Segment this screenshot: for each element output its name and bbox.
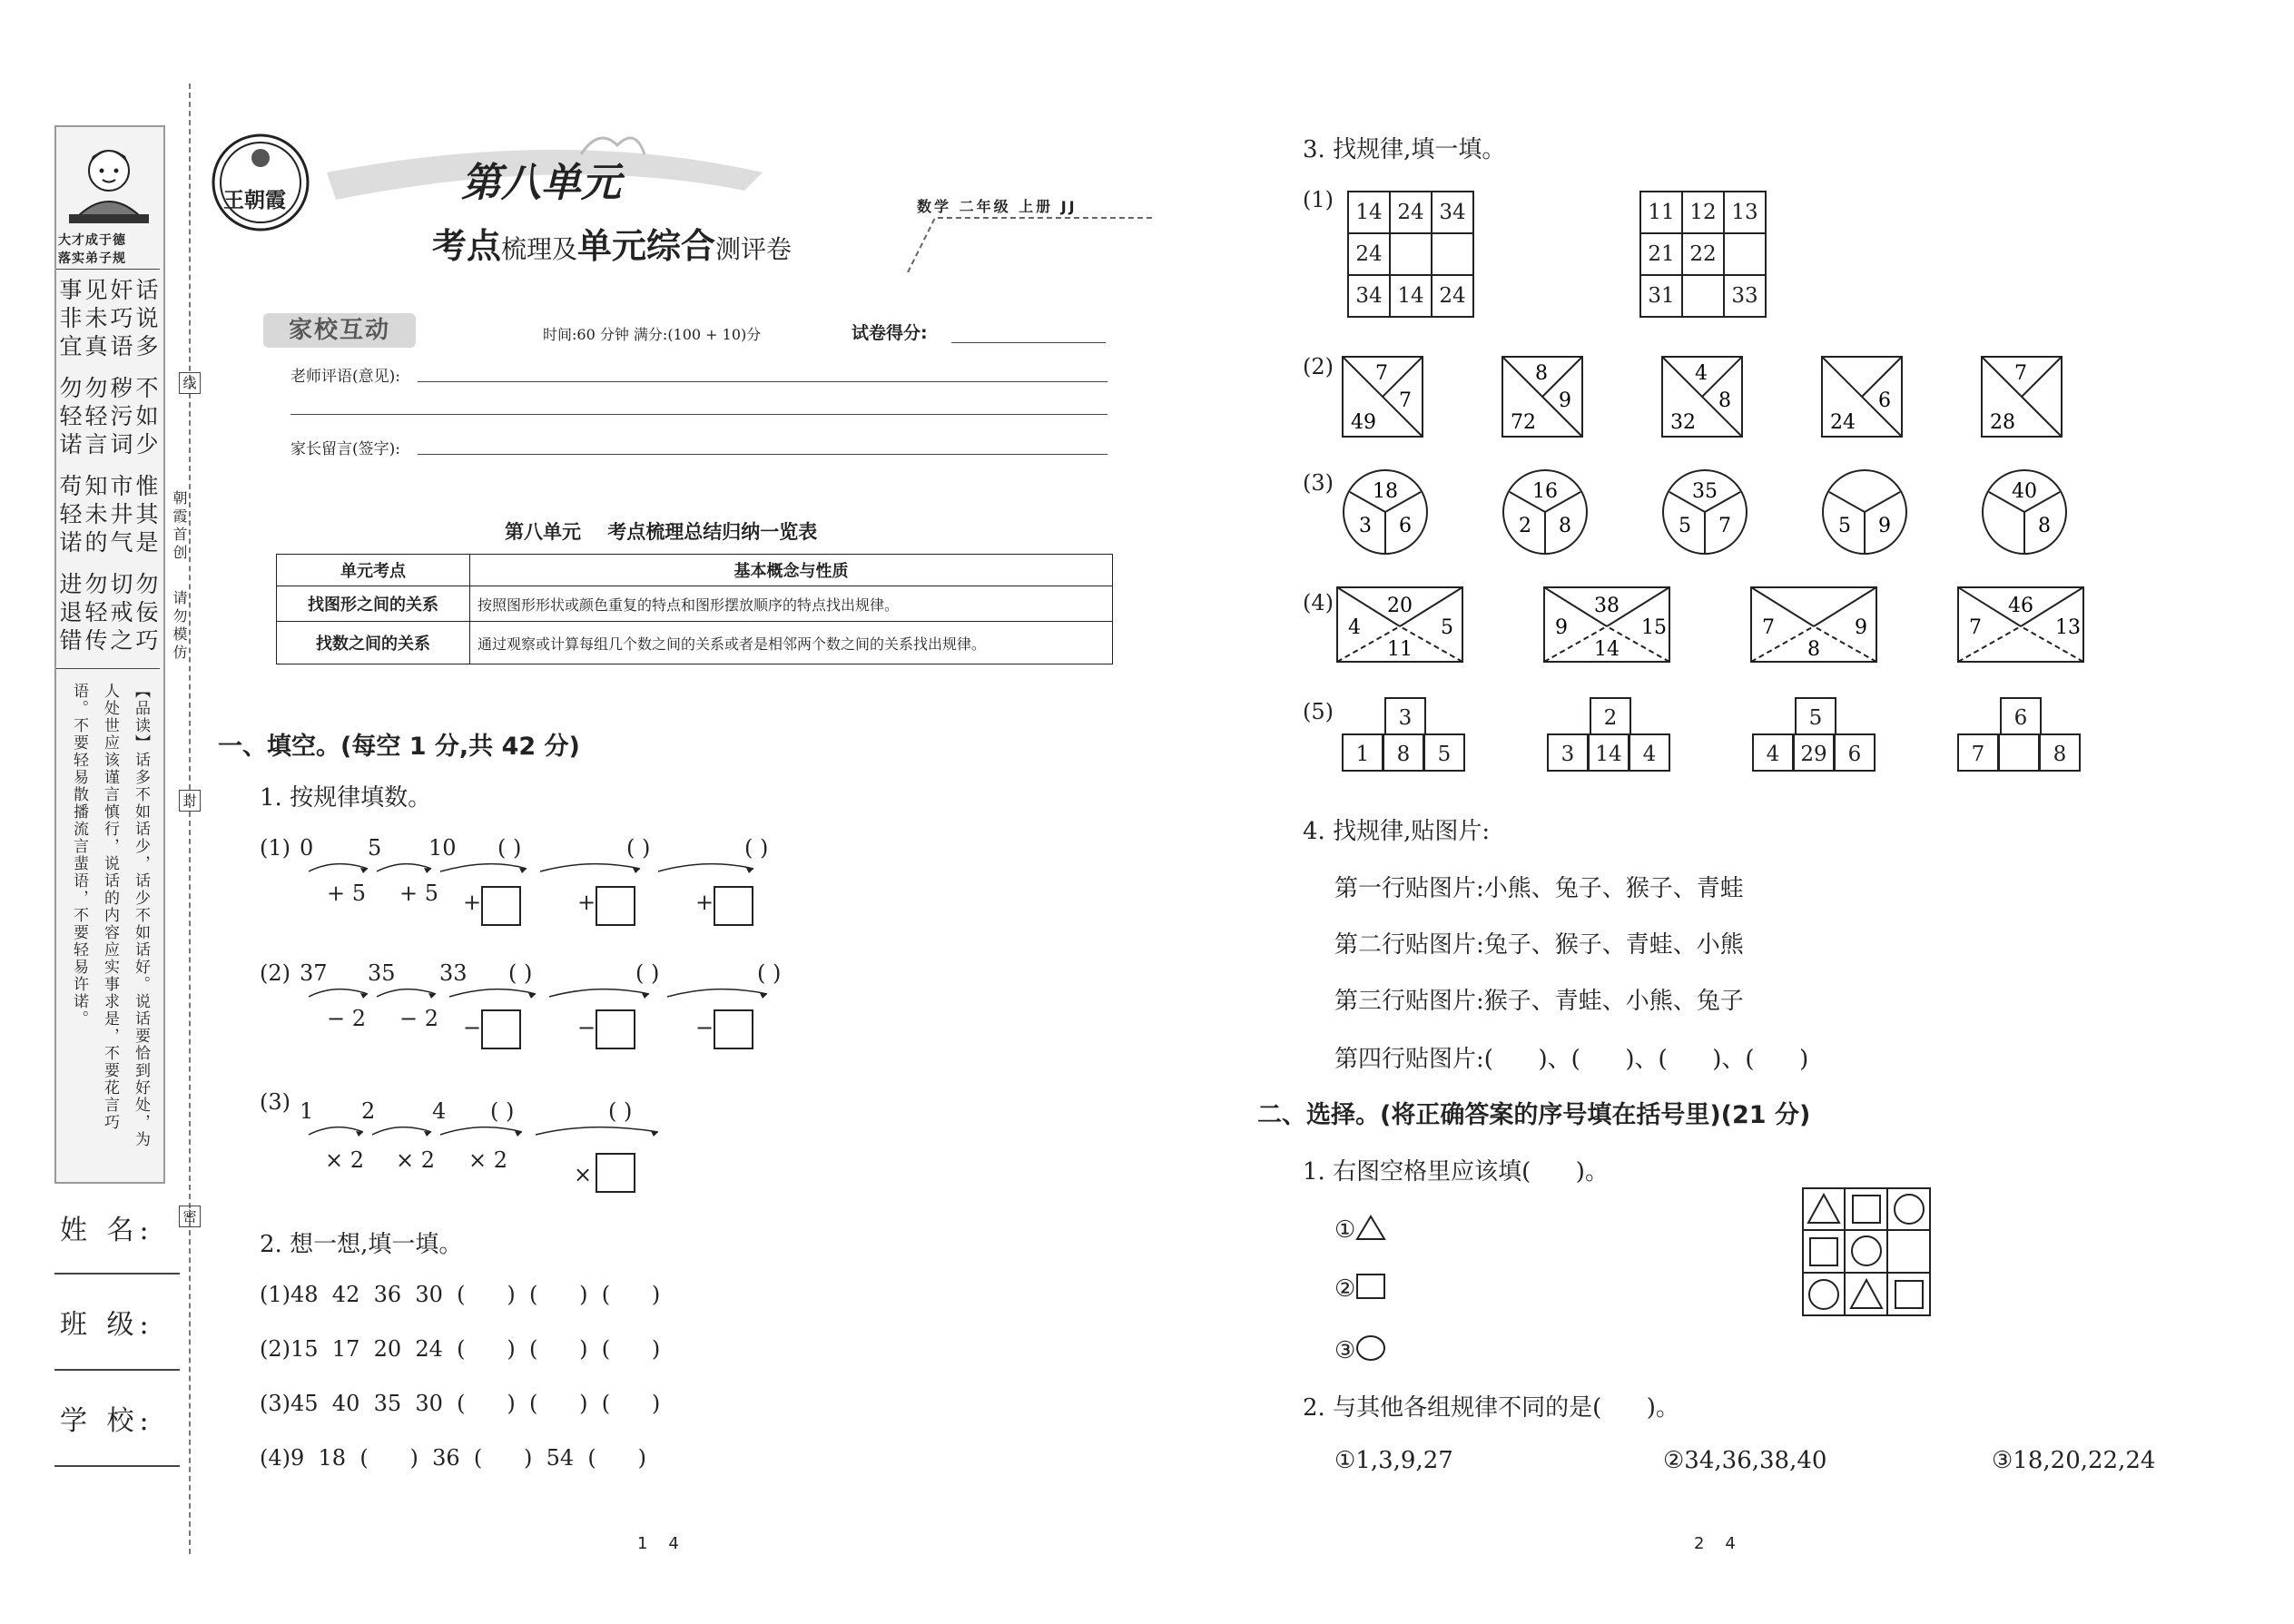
q1-1-answer[interactable]: ( ) [497, 835, 522, 861]
pattern-number: 8 [2038, 515, 2051, 537]
verse-column: 切戒之 [107, 572, 133, 656]
s2-q2-option-1[interactable]: ①1,3,9,27 [1334, 1447, 1453, 1474]
pattern-number: 7 [1718, 515, 1731, 537]
score-label: 试卷得分: [852, 323, 928, 343]
diagonal-square [1342, 356, 1423, 438]
envelope [1957, 586, 2084, 663]
pattern-number: 8 [1807, 638, 1820, 661]
s2-q1-option-2[interactable]: ② [1334, 1273, 1386, 1303]
q1-2-op: − [577, 1015, 596, 1040]
teacher-comment-label: 老师评语(意见): [290, 368, 400, 386]
circle-icon [1355, 1334, 1386, 1362]
pattern-number: 2 [1519, 515, 1531, 537]
pattern-number: 18 [1373, 480, 1398, 503]
q1-1-arrows [300, 858, 844, 885]
motto-line-1: 大才成于德 [58, 233, 126, 248]
grid-cell: 31 [1640, 275, 1682, 317]
q1-3-num: 2 [361, 1098, 376, 1124]
diagonal-square [1981, 356, 2063, 438]
verse-column: 勿轻传 [82, 572, 108, 656]
split-circle [1342, 468, 1429, 556]
cut-mark-3: 密 [179, 1206, 201, 1227]
s2-q2-option-3[interactable]: ③18,20,22,24 [1992, 1447, 2156, 1474]
verse-column: 市井气 [107, 474, 133, 558]
q4-row: 第四行贴图片:( )、( )、( )、( ) [1334, 1046, 1809, 1073]
pattern-number: 9 [1559, 389, 1571, 412]
q4-title: 4. 找规律,贴图片: [1303, 818, 1491, 845]
pattern-number: 38 [1594, 595, 1620, 617]
verse-column: 勿轻言 [82, 376, 108, 460]
q1-1-answer[interactable]: ( ) [626, 835, 651, 861]
pattern-number: 5 [1838, 515, 1851, 537]
grid-cell: 24 [1390, 192, 1432, 233]
t-block-cell: 4 [1629, 733, 1670, 772]
p3-label: (3) [1303, 470, 1334, 496]
q1-1-op: + [577, 890, 596, 915]
diagonal-square [1501, 356, 1583, 438]
cut-mark-2: 封 [179, 790, 201, 812]
grid-cell[interactable] [1724, 233, 1766, 275]
pattern-number: 40 [2012, 480, 2037, 503]
verse-column: 事非宜 [56, 278, 83, 362]
logo-text: 王朝霞 [223, 189, 286, 212]
pattern-number: 14 [1594, 638, 1620, 661]
q1-1-answer[interactable]: ( ) [744, 835, 769, 861]
grid-cell: 14 [1390, 275, 1432, 317]
pattern-number: 7 [1969, 616, 1982, 639]
pattern-number: 6 [1878, 389, 1891, 412]
q1-3-label: (3) [260, 1089, 290, 1115]
pattern-number: 9 [1555, 616, 1568, 639]
cut-line [189, 84, 191, 1554]
class-line[interactable] [54, 1369, 180, 1371]
t-block-cell: 5 [1795, 697, 1836, 735]
pattern-number: 7 [2014, 362, 2027, 385]
q2-line: (4)9 18 ( ) 36 ( ) 54 ( ) [260, 1445, 646, 1471]
parent-message-line[interactable] [418, 454, 1108, 455]
motto-line-2: 落实弟子规 [58, 251, 126, 266]
page-number-left: 1 4 [637, 1534, 679, 1553]
verse-column: 不如少 [133, 376, 159, 460]
pattern-number: 13 [2055, 616, 2081, 639]
reading-column: 人处世应该谨言慎行，说话的内容应实事求是，不要花言巧 [101, 683, 119, 1131]
q1-3-num: 4 [432, 1098, 447, 1124]
envelope [1543, 586, 1670, 663]
grid-cell: 24 [1432, 275, 1473, 317]
q1-2-num: 37 [300, 960, 328, 986]
envelope [1336, 586, 1463, 663]
class-label: 班 级: [60, 1309, 154, 1341]
q1-2-num: 33 [439, 960, 468, 986]
pattern-number: 5 [1679, 515, 1691, 537]
logo-badge [211, 133, 310, 232]
grid-cell: 24 [1348, 233, 1390, 275]
pattern-number: 3 [1359, 515, 1372, 537]
t-block-cell: 5 [1423, 733, 1465, 772]
t-block [1752, 697, 1879, 779]
pattern-number: 24 [1830, 411, 1856, 434]
pattern-number: 35 [1692, 480, 1718, 503]
q2-line: (1)48 42 36 30 ( ) ( ) ( ) [260, 1282, 661, 1307]
q4-row: 第二行贴图片:兔子、猴子、青蛙、小熊 [1334, 931, 1744, 959]
pattern-number: 7 [1762, 616, 1775, 639]
split-circle [1821, 468, 1908, 556]
summary-col-1: 单元考点 [277, 555, 470, 586]
t-block-cell: 3 [1384, 697, 1426, 735]
t-block-cell: 2 [1590, 697, 1631, 735]
q1-2-op: − [695, 1015, 714, 1040]
side-note-1: 朝霞首创 [171, 490, 188, 563]
verse-column: 话说多 [133, 278, 159, 362]
t-block-cell: 14 [1588, 733, 1629, 772]
verse-column: 知未的 [82, 474, 108, 558]
summary-title: 第八单元 考点梳理总结归纳一览表 [505, 521, 818, 543]
verse-column: 勿佞巧 [133, 572, 159, 656]
parent-message-label: 家长留言(签字): [290, 440, 400, 458]
t-block-cell: 6 [2000, 697, 2042, 735]
number-grid-b [1639, 191, 1767, 318]
pattern-number: 15 [1641, 616, 1667, 639]
s2-q1-title: 1. 右图空格里应该填( )。 [1303, 1158, 1609, 1186]
grid-cell[interactable] [1682, 275, 1724, 317]
pattern-number: 16 [1532, 480, 1558, 503]
pattern-number: 49 [1351, 411, 1376, 434]
time-info: 时间:60 分钟 满分:(100 + 10)分 [543, 326, 762, 343]
q1-2-answer[interactable]: ( ) [635, 960, 660, 986]
q1-1-blank[interactable] [714, 886, 753, 926]
pattern-number: 7 [1375, 362, 1388, 385]
q1-3-num: 1 [300, 1098, 314, 1124]
pattern-number: 11 [1387, 638, 1413, 661]
t-block [1342, 697, 1469, 779]
t-block-cell: 8 [2039, 733, 2081, 772]
t-block-cell: 4 [1752, 733, 1794, 772]
q1-2-blank[interactable] [596, 1009, 635, 1049]
pattern-number: 4 [1695, 362, 1708, 385]
shape-grid [1802, 1187, 1931, 1320]
grid-cell: 13 [1724, 192, 1766, 233]
t-block-cell: 6 [1834, 733, 1876, 772]
pattern-number: 20 [1387, 595, 1413, 617]
verse-column: 秽污词 [107, 376, 133, 460]
home-school-badge: 家校互动 [263, 313, 416, 348]
split-circle [1981, 468, 2068, 556]
q1-2-op: − 2 [399, 1006, 439, 1031]
square-icon [1355, 1273, 1386, 1300]
split-circle [1501, 468, 1589, 556]
score-line[interactable] [951, 342, 1106, 343]
diagonal-square [1661, 356, 1743, 438]
split-circle [1661, 468, 1748, 556]
teacher-comment-line[interactable] [418, 381, 1108, 382]
cut-mark-1: 线 [179, 372, 201, 394]
q1-2-answer[interactable]: ( ) [757, 960, 782, 986]
table-row: 找数之间的关系 通过观察或计算每组几个数之间的关系或者是相邻两个数之间的关系找出规律。 [277, 622, 1113, 664]
q2-line: (2)15 17 20 24 ( ) ( ) ( ) [260, 1336, 661, 1362]
pattern-number: 72 [1511, 411, 1536, 434]
p4-label: (4) [1303, 590, 1334, 615]
summary-col-2: 基本概念与性质 [470, 555, 1113, 586]
pattern-number: 9 [1878, 515, 1891, 537]
grid-cell: 22 [1682, 233, 1724, 275]
t-block-cell[interactable] [1998, 733, 2040, 772]
q1-2-answer[interactable]: ( ) [508, 960, 533, 986]
grid-cell[interactable] [1432, 233, 1473, 275]
t-block-cell: 29 [1793, 733, 1835, 772]
pattern-number: 46 [2008, 595, 2033, 617]
reading-column: 语。不要轻易散播流言蜚语，不要轻易许诺。 [70, 683, 88, 1028]
grid-cell: 11 [1640, 192, 1682, 233]
s2-q1-option-1[interactable]: ① [1334, 1214, 1386, 1244]
q1-title: 1. 按规律填数。 [260, 784, 432, 812]
q2-line: (3)45 40 35 30 ( ) ( ) ( ) [260, 1391, 661, 1416]
q3-title: 3. 找规律,填一填。 [1303, 136, 1506, 163]
pattern-number: 8 [1718, 389, 1731, 412]
verse-column: 苟轻诺 [56, 474, 83, 558]
q1-2-arrows [300, 983, 844, 1010]
grade-tag: 数学 二年级 上册 JJ [917, 198, 1078, 215]
side-note-2: 请勿模仿 [171, 590, 188, 663]
grid-cell: 14 [1348, 192, 1390, 233]
verse-column: 惟其是 [133, 474, 159, 558]
p1-label: (1) [1303, 187, 1334, 212]
q1-2-op: − [463, 1015, 482, 1040]
table-row: 找图形之间的关系 按照图形形状或颜色重复的特点和图形摆放顺序的特点找出规律。 [277, 586, 1113, 622]
grid-cell: 21 [1640, 233, 1682, 275]
page-number-right: 2 4 [1694, 1534, 1736, 1553]
pattern-number: 32 [1670, 411, 1696, 434]
q1-2-num: 35 [368, 960, 396, 986]
school-label: 学 校: [60, 1405, 154, 1437]
q1-1-label: (1) [260, 835, 290, 861]
verse-column: 勿轻诺 [56, 376, 83, 460]
pattern-number: 6 [1399, 515, 1412, 537]
q2-title: 2. 想一想,填一填。 [260, 1231, 463, 1258]
pattern-number: 4 [1348, 616, 1361, 639]
pattern-number: 28 [1990, 411, 2015, 434]
q1-1-num: 10 [428, 835, 457, 861]
pattern-number: 5 [1441, 616, 1453, 639]
grid-cell: 12 [1682, 192, 1724, 233]
pattern-number: 7 [1399, 389, 1412, 412]
q1-3-answer[interactable]: ( ) [608, 1098, 633, 1124]
name-label: 姓 名: [60, 1215, 154, 1246]
school-line[interactable] [54, 1465, 180, 1467]
q1-1-op: + [695, 890, 714, 915]
q1-3-op: × 2 [396, 1147, 436, 1173]
reading-column: 【品读】话多不如话少，话少不如话好。说话要恰到好处，为 [132, 683, 150, 1148]
pattern-number: 8 [1559, 515, 1571, 537]
s2-q1-option-3[interactable]: ③ [1334, 1334, 1386, 1364]
q1-2-blank[interactable] [714, 1009, 753, 1049]
name-line[interactable] [54, 1273, 180, 1275]
q1-1-op: + 5 [327, 881, 367, 906]
q1-1-op: + 5 [399, 881, 439, 906]
s2-q2-title: 2. 与其他各组规律不同的是( )。 [1303, 1394, 1679, 1422]
p5-label: (5) [1303, 699, 1334, 724]
scholar-illustration [60, 129, 158, 229]
q1-1-op: + [463, 890, 482, 915]
section1-title: 一、填空。(每空 1 分,共 42 分) [218, 733, 580, 761]
triangle-icon [1355, 1214, 1386, 1241]
q1-1-blank[interactable] [481, 886, 521, 926]
grid-cell: 34 [1348, 275, 1390, 317]
section2-title: 二、选择。(将正确答案的序号填在括号里)(21 分) [1257, 1101, 1811, 1129]
t-block [1957, 697, 2084, 779]
t-block [1547, 697, 1674, 779]
q1-2-blank[interactable] [481, 1009, 521, 1049]
q1-3-op: × 2 [325, 1147, 365, 1173]
pattern-number: 9 [1855, 616, 1867, 639]
q4-row: 第三行贴图片:猴子、青蛙、小熊、兔子 [1334, 988, 1744, 1015]
verse-column: 见未真 [82, 278, 108, 362]
q1-3-blank[interactable] [596, 1153, 635, 1193]
q1-3-answer[interactable]: ( ) [490, 1098, 515, 1124]
q1-2-op: − 2 [327, 1006, 367, 1031]
envelope [1750, 586, 1877, 663]
q1-1-num: 0 [300, 835, 314, 861]
diagonal-square [1821, 356, 1903, 438]
t-block-cell: 1 [1342, 733, 1383, 772]
p2-label: (2) [1303, 354, 1334, 379]
q1-3-op: × [574, 1162, 593, 1187]
pattern-number: 8 [1535, 362, 1548, 385]
q1-3-op: × 2 [468, 1147, 508, 1173]
grid-cell: 33 [1724, 275, 1766, 317]
s2-q2-option-2[interactable]: ②34,36,38,40 [1663, 1447, 1827, 1474]
teacher-comment-line-2[interactable] [290, 414, 1108, 415]
verse-column: 进退错 [56, 572, 83, 656]
number-grid-a [1347, 191, 1474, 318]
summary-table [276, 554, 1113, 664]
unit-title: 第八单元 [461, 160, 621, 206]
t-block-cell: 3 [1547, 733, 1589, 772]
verse-column: 奸巧语 [107, 278, 133, 362]
q1-3-arrows [300, 1121, 708, 1148]
unit-subtitle: 考点梳理及单元综合测评卷 [432, 226, 793, 266]
q1-1-blank[interactable] [596, 886, 635, 926]
q1-2-label: (2) [260, 960, 290, 986]
t-block-cell: 8 [1383, 733, 1424, 772]
q1-1-num: 5 [368, 835, 382, 861]
grid-cell: 34 [1432, 192, 1473, 233]
q4-row: 第一行贴图片:小熊、兔子、猴子、青蛙 [1334, 875, 1744, 902]
t-block-cell: 7 [1957, 733, 1999, 772]
grid-cell[interactable] [1390, 233, 1432, 275]
